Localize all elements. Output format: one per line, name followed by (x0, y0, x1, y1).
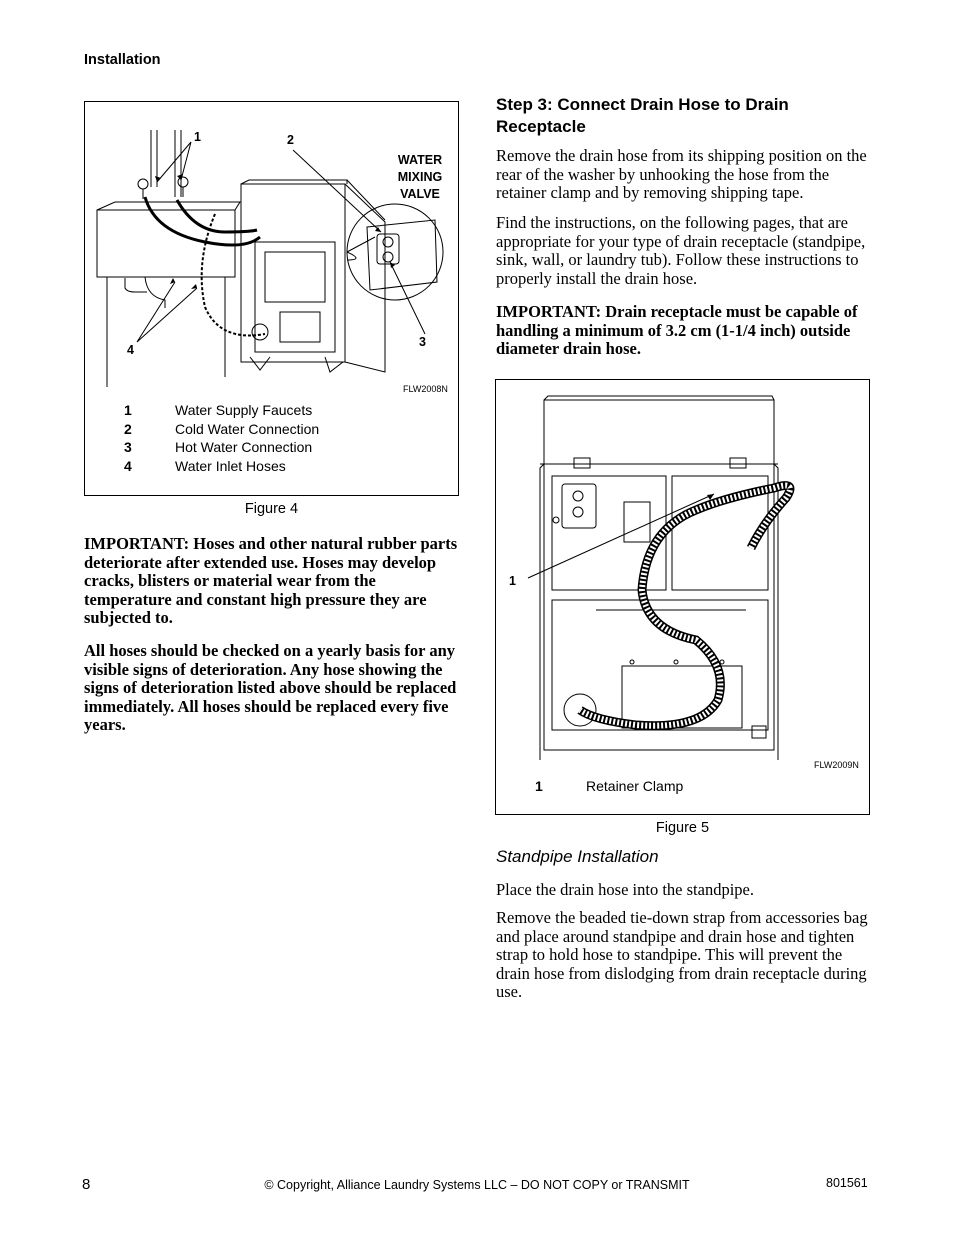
footer-copyright: © Copyright, Alliance Laundry Systems LLC – DO NOT COPY or TRANSMIT (264, 1178, 690, 1192)
legend-num: 3 (124, 439, 132, 455)
legend-row (85, 421, 458, 439)
standpipe-paragraph-2: Remove the beaded tie-down strap from accessories bag and place around standpipe and drain hose and tighten strap to hold hose to standpipe. This will prevent the drain hose from dislodging from drain receptacle during use. (496, 908, 868, 1002)
figure-5-callout-1: 1 (509, 574, 516, 588)
legend-num: 4 (124, 458, 132, 474)
figure-4-caption: Figure 4 (244, 501, 299, 517)
legend-row (85, 458, 458, 476)
figure-5-id: FLW2009N (814, 760, 859, 770)
standpipe-heading: Standpipe Installation (496, 847, 659, 866)
standpipe-paragraph-1: Place the drain hose into the standpipe. (496, 880, 754, 899)
figure-4-callout-4: 4 (127, 343, 134, 357)
section-header: Installation (84, 52, 161, 68)
water-mixing-valve-label: WATER MIXING VALVE (397, 153, 443, 201)
step-3-paragraph-1: Remove the drain hose from its shipping position on the rear of the washer by unhooking the hose from the retainer clamp and by removing shipping tape. (496, 146, 867, 203)
figure-4-illustration (85, 102, 458, 402)
legend-text: Cold Water Connection (175, 421, 320, 437)
hose-check-paragraph: All hoses should be checked on a yearly basis for any visible signs of deterioration. Any hose showing the signs of deterioration listed above should be replaced immediately. All hoses should be replaced every five years. (84, 641, 457, 735)
figure-4-box (84, 101, 459, 496)
legend-text: Water Supply Faucets (175, 402, 313, 418)
figure-5-box (495, 379, 870, 815)
figure-4-id: FLW2008N (403, 384, 448, 394)
figure-5-caption: Figure 5 (655, 820, 710, 836)
document-number: 801561 (826, 1176, 868, 1190)
step-3-heading: Step 3: Connect Drain Hose to Drain Receptacle (496, 95, 789, 136)
legend-row (85, 402, 458, 420)
figure-4-callout-3: 3 (419, 335, 426, 349)
figure-4-callout-1: 1 (194, 130, 201, 144)
legend-text: Retainer Clamp (586, 778, 684, 794)
figure-4-callout-2: 2 (287, 133, 294, 147)
step-3-paragraph-2: Find the instructions, on the following pages, that are appropriate for your type of drain receptacle (standpipe, sink, wall, or laundry tub). Follow these instructions to properly install the drain hose. (496, 213, 866, 288)
important-hoses-paragraph: IMPORTANT: Hoses and other natural rubber parts deteriorate after extended use. Hoses may develop cracks, blisters or material wear from the temperature and constant high pressure they are subjected to. (84, 534, 458, 628)
legend-row (496, 778, 869, 796)
legend-text: Hot Water Connection (175, 439, 313, 455)
legend-num: 2 (124, 421, 132, 437)
step-3-important: IMPORTANT: Drain receptacle must be capable of handling a minimum of 3.2 cm (1-1/4 inch) outside diameter drain hose. (496, 302, 858, 359)
page-number: 8 (82, 1176, 91, 1193)
figure-5-illustration (496, 380, 869, 760)
legend-text: Water Inlet Hoses (175, 458, 286, 474)
legend-num: 1 (535, 778, 543, 794)
legend-num: 1 (124, 402, 132, 418)
legend-row (85, 439, 458, 457)
